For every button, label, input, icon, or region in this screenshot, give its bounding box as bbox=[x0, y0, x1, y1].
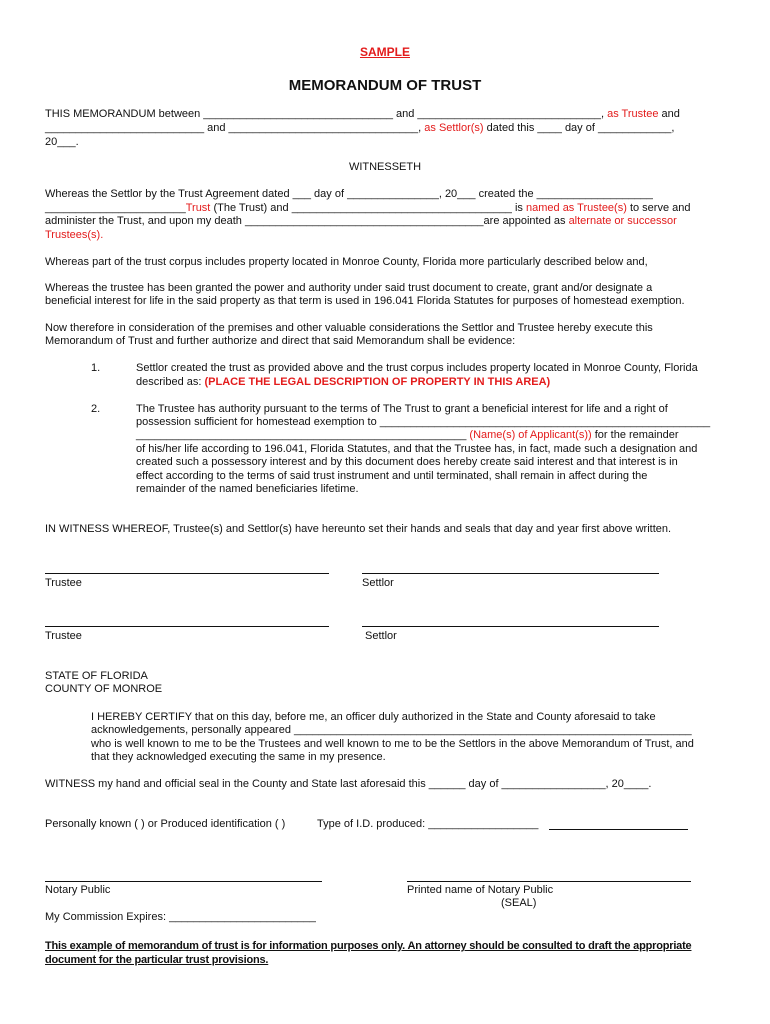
notary-public-label: Notary Public bbox=[45, 884, 111, 896]
trustee-label-2: Trustee bbox=[45, 630, 82, 642]
personally-known-line: Personally known ( ) or Produced identification ( ) bbox=[45, 818, 286, 830]
trustee-signature-line-2[interactable] bbox=[45, 626, 329, 627]
sample-label: SAMPLE bbox=[359, 45, 410, 59]
id-type-line: Type of I.D. produced: __________________ bbox=[317, 818, 539, 830]
printed-name-label: Printed name of Notary Public bbox=[407, 884, 554, 896]
whereas1-line-4: Trustees(s). bbox=[45, 229, 104, 241]
settlor-label-2: Settlor bbox=[365, 630, 397, 642]
whereas1-line-1: Whereas the Settlor by the Trust Agreement dated ___ day of _______________, 20___ created the ___________________ bbox=[45, 188, 653, 200]
applicant-name-placeholder: (Name(s) of Applicant(s)) bbox=[469, 429, 592, 441]
nowtherefore-line-2: Memorandum of Trust and further authorize and direct that said Memorandum shall be evidence: bbox=[45, 335, 516, 347]
seal-label: (SEAL) bbox=[501, 897, 537, 909]
item2-line-7: remainder of the named beneficiaries lifetime. bbox=[136, 483, 359, 495]
id-type-underline[interactable] bbox=[549, 829, 688, 830]
settlor-signature-line-2[interactable] bbox=[362, 626, 659, 627]
item2-number: 2. bbox=[91, 403, 101, 415]
item2-line-1: The Trustee has authority pursuant to the terms of The Trust to grant a beneficial interest for life and a right of bbox=[136, 403, 668, 415]
notary-signature-line[interactable] bbox=[45, 881, 322, 882]
nowtherefore-line-1: Now therefore in consideration of the premises and other valuable considerations the Settlor and Trustee hereby execute this bbox=[45, 322, 653, 334]
trustee-label-1: Trustee bbox=[45, 577, 82, 589]
certify-line-3: who is well known to me to be the Trustees and well known to me to be the Settlors in the above Memorandum of Trust, and bbox=[91, 738, 694, 750]
notary-printed-name-line[interactable] bbox=[407, 881, 691, 882]
certify-line-2: acknowledgements, personally appeared _________________________________________________________________ bbox=[91, 724, 692, 736]
certify-line-1: I HEREBY CERTIFY that on this day, before me, an officer duly authorized in the State and County aforesaid to take bbox=[91, 711, 656, 723]
item1-number: 1. bbox=[91, 362, 101, 374]
item2-line-3: ______________________________________________________ (Name(s) of Applicant(s)) for the remainder bbox=[136, 429, 679, 441]
whereas3-line-1: Whereas the trustee has been granted the power and authority under said trust document to create, grant and/or designate a bbox=[45, 282, 653, 294]
whereas3-line-2: beneficial interest for life in the said property as that term is used in 196.041 Florida Statutes for purposes of homestead exemption. bbox=[45, 295, 685, 307]
commission-expires-line: My Commission Expires: ________________________ bbox=[45, 911, 316, 923]
settlor-label-1: Settlor bbox=[362, 577, 394, 589]
item2-line-6: effect according to the terms of said trust instrument and until terminated, shall remain in affect during the bbox=[136, 470, 648, 482]
trustee-label: as Trustee bbox=[607, 108, 659, 120]
state-line: STATE OF FLORIDA bbox=[45, 670, 148, 682]
in-witness-statement: IN WITNESS WHEREOF, Trustee(s) and Settlor(s) have hereunto set their hands and seals that day and year first above written. bbox=[45, 523, 672, 535]
intro-line-2: __________________________ and _______________________________, as Settlor(s) dated this ____ day of ____________, bbox=[45, 122, 675, 134]
item1-line-2: described as: (PLACE THE LEGAL DESCRIPTION OF PROPERTY IN THIS AREA) bbox=[136, 376, 551, 388]
witnesseth-heading: WITNESSETH bbox=[348, 161, 422, 173]
item1-line-1: Settlor created the trust as provided above and the trust corpus includes property located in Monroe County, Florida bbox=[136, 362, 698, 374]
county-line: COUNTY OF MONROE bbox=[45, 683, 163, 695]
intro-line-1: THIS MEMORANDUM between _______________________________ and ______________________________, as Trustee and bbox=[45, 108, 680, 120]
item2-line-2: possession sufficient for homestead exemption to ______________________________________________________ bbox=[136, 416, 711, 428]
settlor-label: as Settlor(s) bbox=[424, 122, 484, 134]
intro-line-3: 20___. bbox=[45, 136, 79, 148]
item2-line-5: created such a possessory interest and by this document does hereby create said interest and that interest is in bbox=[136, 456, 678, 468]
whereas1-line-3: administer the Trust, and upon my death _______________________________________are appointed as alternate or successor bbox=[45, 215, 677, 227]
settlor-signature-line-1[interactable] bbox=[362, 573, 659, 574]
disclaimer-line-1: This example of memorandum of trust is for information purposes only. An attorney should be consulted to draft the appropriate bbox=[45, 940, 692, 952]
page-title: MEMORANDUM OF TRUST bbox=[288, 77, 482, 94]
disclaimer-line-2: document for the particular trust provisions. bbox=[45, 954, 269, 966]
certify-line-4: that they acknowledged executing the same in my presence. bbox=[91, 751, 386, 763]
legal-description-placeholder: (PLACE THE LEGAL DESCRIPTION OF PROPERTY IN THIS AREA) bbox=[204, 376, 551, 388]
trustee-signature-line-1[interactable] bbox=[45, 573, 329, 574]
whereas1-line-2: _______________________Trust (The Trust) and ____________________________________ is named as Trustee(s) to serve and bbox=[45, 202, 691, 214]
witness-seal-line: WITNESS my hand and official seal in the County and State last aforesaid this ______ day of _________________, 20____. bbox=[45, 778, 652, 790]
whereas2: Whereas part of the trust corpus includes property located in Monroe County, Florida more particularly described below and, bbox=[45, 256, 648, 268]
item2-line-4: of his/her life according to 196.041, Florida Statutes, and that the Trustee has, in fact, made such a designation and bbox=[136, 443, 698, 455]
